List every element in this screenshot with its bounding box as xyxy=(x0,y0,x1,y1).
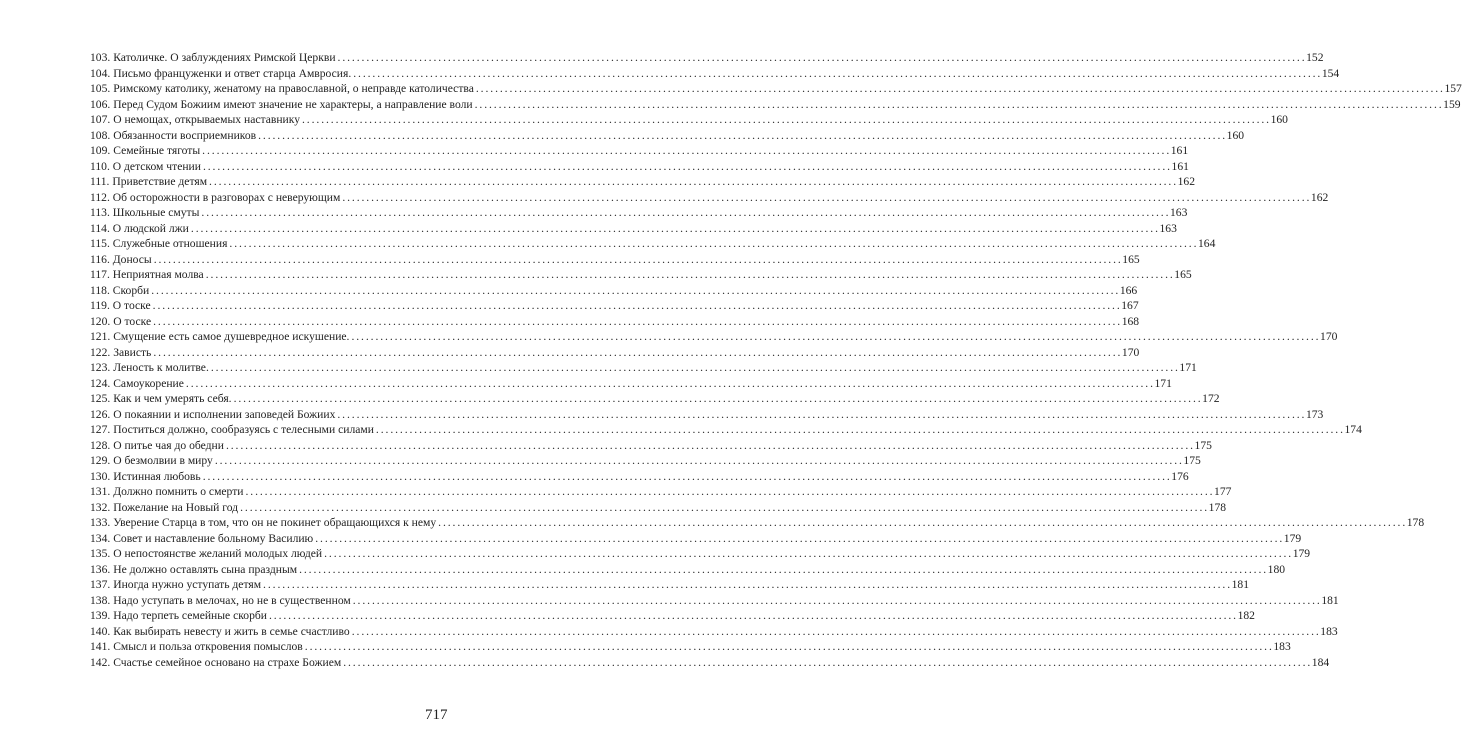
toc-entry xyxy=(90,360,1197,376)
entry-page: 181 xyxy=(1231,578,1250,591)
toc-entry xyxy=(90,221,1177,237)
toc-entry xyxy=(90,190,1329,206)
entry-title-text: Служебные отношения xyxy=(112,237,228,250)
toc-entry xyxy=(90,531,1302,547)
entry-title xyxy=(90,252,152,268)
toc-entry xyxy=(90,655,1330,671)
entry-number: 112. xyxy=(90,190,110,204)
entry-number: 125. xyxy=(90,392,111,405)
dot-leader xyxy=(337,407,1304,423)
entry-title-text: Пожелание на Новый год xyxy=(113,500,239,514)
toc-entry xyxy=(90,422,1362,438)
dot-leader xyxy=(209,174,1176,190)
toc-entry xyxy=(90,639,1291,655)
entry-title xyxy=(90,515,436,531)
entry-title-text: О непостоянстве желаний молодых людей xyxy=(113,547,323,560)
entry-number: 136. xyxy=(90,562,111,576)
entry-title xyxy=(90,531,313,547)
dot-leader xyxy=(263,577,1230,593)
entry-title xyxy=(90,562,297,578)
entry-title-text: Иногда нужно уступать детям xyxy=(113,578,262,591)
entry-number: 126. xyxy=(90,407,111,421)
entry-title-text: Доносы xyxy=(112,252,152,266)
entry-number: 131. xyxy=(90,485,111,498)
entry-page: 160 xyxy=(1226,128,1245,142)
entry-number: 127. xyxy=(90,423,111,436)
entry-page: 175 xyxy=(1194,438,1212,452)
entry-title-text: Смущение есть самое душевредное искушение. xyxy=(113,330,350,343)
entry-title-text: Зависть xyxy=(113,345,152,359)
dot-leader xyxy=(229,236,1196,252)
entry-page: 162 xyxy=(1177,175,1196,188)
toc-entry xyxy=(90,407,1324,423)
toc-entry xyxy=(90,624,1338,640)
page-number: 717 xyxy=(425,707,448,723)
entry-page: 171 xyxy=(1179,361,1197,374)
entry-number: 128. xyxy=(90,438,111,452)
entry-title-text: Поститься должно, сообразуясь с телесными силами xyxy=(113,423,374,436)
dot-leader xyxy=(342,190,1309,206)
toc-entry xyxy=(90,112,1288,128)
toc-entry xyxy=(90,174,1196,190)
entry-title xyxy=(90,283,149,299)
toc-entry xyxy=(90,515,1425,531)
dot-leader xyxy=(154,252,1121,268)
entry-title-text: Перед Судом Божиим имеют значение не характеры, а направление воли xyxy=(113,97,473,111)
toc-entry xyxy=(90,252,1140,268)
dot-leader xyxy=(353,593,1320,609)
entry-number: 103. xyxy=(90,51,111,64)
entry-page: 178 xyxy=(1208,500,1227,514)
entry-number: 139. xyxy=(90,609,111,622)
entry-page: 182 xyxy=(1237,609,1255,622)
entry-title-text: Уверение Старца в том, что он не покинет обращающихся к нему xyxy=(113,516,437,529)
dot-leader xyxy=(343,655,1310,671)
entry-page: 154 xyxy=(1321,66,1340,80)
entry-number: 122. xyxy=(90,345,111,359)
dot-leader xyxy=(258,128,1225,144)
entry-title-text: Истинная любовь xyxy=(113,469,201,483)
entry-title xyxy=(90,639,303,655)
dot-leader xyxy=(203,469,1170,485)
entry-title-text: Семейные тяготы xyxy=(113,144,201,157)
entry-title xyxy=(90,453,213,469)
entry-title-text: Должно помнить о смерти xyxy=(113,485,244,498)
dot-leader xyxy=(240,500,1207,516)
entry-title xyxy=(90,66,351,82)
entry-page: 183 xyxy=(1273,640,1291,653)
entry-title xyxy=(90,376,184,392)
entry-title xyxy=(90,345,151,361)
dot-leader xyxy=(186,376,1153,392)
toc-entry xyxy=(90,593,1339,609)
toc-entry xyxy=(90,562,1286,578)
entry-number: 141. xyxy=(90,640,111,653)
entry-page: 170 xyxy=(1320,330,1338,343)
toc-entry xyxy=(90,66,1340,82)
entry-title xyxy=(90,484,243,500)
toc-entry xyxy=(90,345,1140,361)
entry-page: 175 xyxy=(1183,454,1201,467)
entry-title xyxy=(90,407,335,423)
entry-title-text: О тоске xyxy=(113,314,152,328)
entry-title-text: Счастье семейное основано на страхе Божием xyxy=(113,655,342,669)
entry-title xyxy=(90,655,341,671)
entry-title-text: Надо уступать в мелочах, но не в существенном xyxy=(113,593,351,607)
entry-title xyxy=(90,500,238,516)
toc-entry xyxy=(90,97,1461,113)
entry-number: 138. xyxy=(90,593,111,607)
entry-title-text: О питье чая до обедни xyxy=(113,438,224,452)
entry-page: 173 xyxy=(1305,407,1324,421)
dot-leader xyxy=(151,283,1118,299)
dot-leader xyxy=(153,298,1120,314)
entry-number: 130. xyxy=(90,469,111,483)
entry-title xyxy=(90,143,200,159)
entry-number: 105. xyxy=(90,82,111,95)
entry-number: 120. xyxy=(90,314,111,328)
toc-entry xyxy=(90,81,1462,97)
entry-title-text: Леность к молитве. xyxy=(113,361,209,374)
entry-title xyxy=(90,360,209,376)
entry-title-text: Как выбирать невесту и жить в семье счастливо xyxy=(113,624,350,638)
entry-title-text: Приветствие детям xyxy=(112,175,208,188)
entry-number: 123. xyxy=(90,361,111,374)
dot-leader xyxy=(352,624,1319,640)
dot-leader xyxy=(475,97,1442,113)
dot-leader xyxy=(201,205,1168,221)
entry-title xyxy=(90,329,349,345)
entry-title xyxy=(90,267,204,283)
entry-page: 178 xyxy=(1406,516,1425,529)
entry-number: 142. xyxy=(90,655,111,669)
entry-title xyxy=(90,50,336,66)
entry-title xyxy=(90,174,207,190)
toc-entry xyxy=(90,469,1189,485)
dot-leader xyxy=(353,66,1320,82)
entry-page: 165 xyxy=(1122,252,1140,266)
entry-number: 135. xyxy=(90,547,111,560)
entry-number: 133. xyxy=(90,516,111,529)
toc-entry xyxy=(90,500,1227,516)
entry-page: 167 xyxy=(1121,299,1139,312)
entry-title-text: Римскому католику, женатому на православной, о неправде католичества xyxy=(113,82,474,95)
entry-number: 113. xyxy=(90,206,110,219)
entry-number: 121. xyxy=(90,330,111,343)
entry-title xyxy=(90,469,201,485)
entry-title xyxy=(90,221,189,237)
entry-number: 104. xyxy=(90,66,111,80)
entry-title-text: Письмо француженки и ответ старца Амвросия. xyxy=(113,66,352,80)
toc-entry xyxy=(90,159,1189,175)
toc-entry xyxy=(90,50,1324,66)
entry-page: 179 xyxy=(1292,547,1311,560)
dot-leader xyxy=(315,531,1282,547)
entry-page: 171 xyxy=(1154,376,1172,390)
entry-title-text: О немощах, открываемых наставнику xyxy=(113,113,300,126)
entry-title xyxy=(90,298,151,314)
entry-title-text: О безмолвии в миру xyxy=(113,454,213,467)
entry-page: 180 xyxy=(1267,562,1286,576)
entry-title-text: Школьные смуты xyxy=(112,206,200,219)
entry-page: 179 xyxy=(1283,531,1302,545)
entry-number: 116. xyxy=(90,252,110,266)
toc-entry xyxy=(90,314,1140,330)
entry-page: 163 xyxy=(1159,221,1177,235)
dot-leader xyxy=(202,143,1169,159)
dot-leader xyxy=(376,422,1343,438)
toc-entry xyxy=(90,376,1172,392)
entry-number: 118. xyxy=(90,283,110,297)
entry-title-text: О тоске xyxy=(112,299,151,312)
toc-entry xyxy=(90,267,1192,283)
dot-leader xyxy=(351,329,1318,345)
entry-title-text: Надо терпеть семейные скорби xyxy=(113,609,267,622)
toc-entry xyxy=(90,577,1250,593)
dot-leader xyxy=(269,608,1236,624)
entry-page: 159 xyxy=(1443,97,1461,111)
toc-entry xyxy=(90,453,1201,469)
toc-entry xyxy=(90,329,1338,345)
toc-entry xyxy=(90,205,1188,221)
toc-entry xyxy=(90,298,1139,314)
dot-leader xyxy=(211,360,1178,376)
entry-title-text: Как и чем умерять себя. xyxy=(113,392,232,405)
toc-entry xyxy=(90,438,1212,454)
entry-page: 162 xyxy=(1310,190,1329,204)
entry-page: 157 xyxy=(1444,82,1462,95)
entry-page: 161 xyxy=(1170,144,1189,157)
entry-title xyxy=(90,205,199,221)
entry-page: 172 xyxy=(1202,392,1220,405)
entry-number: 110. xyxy=(90,159,110,173)
dot-leader xyxy=(226,438,1193,454)
entry-title-text: Самоукорение xyxy=(113,376,184,390)
entry-title-text: О детском чтении xyxy=(112,159,201,173)
entry-page: 174 xyxy=(1344,423,1362,436)
dot-leader xyxy=(305,639,1272,655)
toc-entry xyxy=(90,608,1255,624)
entry-title xyxy=(90,190,340,206)
entry-title xyxy=(90,546,322,562)
entry-number: 117. xyxy=(90,268,110,281)
toc-entry xyxy=(90,283,1138,299)
entry-title xyxy=(90,422,374,438)
entry-number: 129. xyxy=(90,454,111,467)
toc-entry xyxy=(90,484,1232,500)
entry-page: 177 xyxy=(1214,485,1232,498)
entry-title-text: Скорби xyxy=(112,283,150,297)
entry-page: 168 xyxy=(1121,314,1140,328)
entry-title xyxy=(90,593,351,609)
entry-title-text: Католичке. О заблуждениях Римской Церкви xyxy=(113,51,336,64)
toc-entry xyxy=(90,546,1311,562)
entry-number: 111. xyxy=(90,175,110,188)
toc-entry xyxy=(90,391,1220,407)
entry-title xyxy=(90,236,227,252)
dot-leader xyxy=(153,314,1120,330)
entry-number: 140. xyxy=(90,624,111,638)
dot-leader xyxy=(206,267,1173,283)
entry-title-text: О людской лжи xyxy=(112,221,189,235)
toc-entry xyxy=(90,143,1189,159)
entry-page: 176 xyxy=(1171,469,1189,483)
entry-number: 107. xyxy=(90,113,111,126)
dot-leader xyxy=(191,221,1158,237)
entry-title-text: Обязанности восприемников xyxy=(113,128,257,142)
dot-leader xyxy=(476,81,1443,97)
entry-page: 152 xyxy=(1306,51,1324,64)
entry-page: 183 xyxy=(1320,624,1338,638)
entry-title xyxy=(90,608,267,624)
dot-leader xyxy=(215,453,1182,469)
table-of-contents xyxy=(90,50,1462,670)
entry-title xyxy=(90,438,224,454)
entry-title xyxy=(90,112,300,128)
entry-title-text: Не должно оставлять сына праздным xyxy=(113,562,298,576)
entry-title xyxy=(90,128,256,144)
entry-number: 115. xyxy=(90,237,110,250)
entry-title xyxy=(90,159,201,175)
entry-number: 109. xyxy=(90,144,111,157)
toc-entry xyxy=(90,236,1216,252)
entry-title-text: Совет и наставление больному Василию xyxy=(113,531,314,545)
entry-title-text: О покаянии и исполнении заповедей Божиих xyxy=(113,407,336,421)
entry-page: 163 xyxy=(1169,206,1188,219)
entry-page: 160 xyxy=(1270,113,1288,126)
entry-number: 134. xyxy=(90,531,111,545)
entry-page: 184 xyxy=(1311,655,1330,669)
entry-title xyxy=(90,577,261,593)
dot-leader xyxy=(299,562,1266,578)
entry-title-text: Смысл и польза откровения помыслов xyxy=(113,640,303,653)
entry-number: 132. xyxy=(90,500,111,514)
entry-title-text: Об осторожности в разговорах с неверующим xyxy=(112,190,341,204)
entry-number: 119. xyxy=(90,299,110,312)
entry-page: 161 xyxy=(1171,159,1189,173)
toc-entry xyxy=(90,128,1245,144)
dot-leader xyxy=(245,484,1212,500)
entry-page: 170 xyxy=(1121,345,1140,359)
entry-title xyxy=(90,97,473,113)
entry-page: 181 xyxy=(1321,593,1339,607)
dot-leader xyxy=(438,515,1405,531)
dot-leader xyxy=(234,391,1201,407)
entry-title xyxy=(90,624,350,640)
dot-leader xyxy=(302,112,1269,128)
dot-leader xyxy=(338,50,1305,66)
entry-number: 137. xyxy=(90,578,111,591)
dot-leader xyxy=(324,546,1291,562)
entry-page: 164 xyxy=(1197,237,1216,250)
entry-title xyxy=(90,314,151,330)
entry-number: 106. xyxy=(90,97,111,111)
entry-number: 124. xyxy=(90,376,111,390)
entry-page: 165 xyxy=(1174,268,1192,281)
dot-leader xyxy=(203,159,1170,175)
entry-number: 114. xyxy=(90,221,110,235)
dot-leader xyxy=(153,345,1120,361)
entry-number: 108. xyxy=(90,128,111,142)
entry-title-text: Неприятная молва xyxy=(112,268,204,281)
entry-title xyxy=(90,81,474,97)
entry-page: 166 xyxy=(1119,283,1138,297)
entry-title xyxy=(90,391,232,407)
